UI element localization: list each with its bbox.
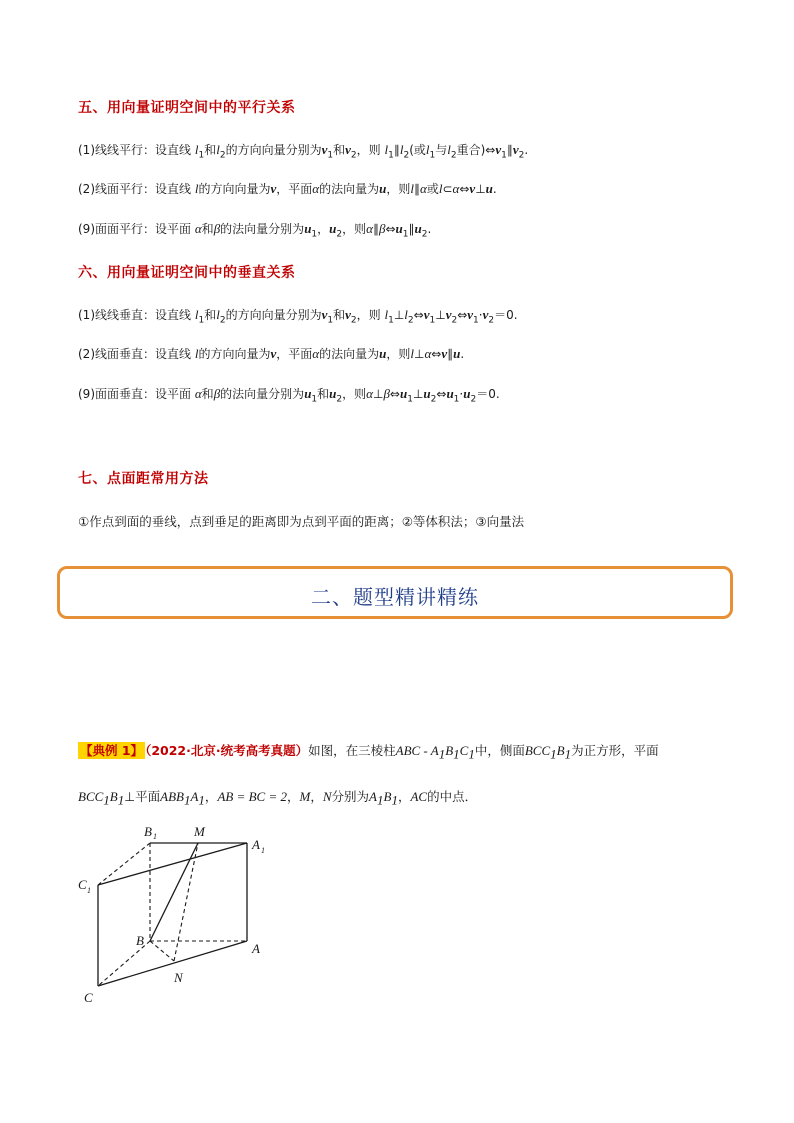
example-tag: 【典例 1】	[80, 743, 144, 758]
section-five-title: 五、用向量证明空间中的平行关系	[78, 100, 296, 116]
edge-c-a	[98, 941, 247, 986]
svg-text:1: 1	[261, 846, 265, 855]
label-a: A	[252, 941, 260, 956]
example-line-2: $BCC_1B_1\perp$平面$ABB_1A_1$，AB = BC = 2，M，N分别为$A_1B_1$，AC的中点．	[78, 789, 478, 808]
label-m: M	[194, 824, 205, 839]
label-c1: C	[78, 877, 87, 892]
label-a1: A	[252, 837, 260, 852]
perp-line-plane: (2)线面垂直：设直线 l的方向向量为v，平面α的法向量为u，则l⊥α⇔v∥u.	[78, 346, 465, 361]
example-line-1: 【典例 1】 （2022·北京·统考高考真题）如图，在三棱柱ABC - $A_1B_1C_1$中，侧面$BCC_1B_1$为正方形，平面	[80, 743, 659, 762]
banner-title: 二、题型精讲精练	[311, 585, 479, 609]
svg-text:1: 1	[153, 832, 157, 841]
example-source: （2022·北京·统考高考真题）	[145, 743, 309, 758]
perp-line-line: (1)线线垂直：设直线 $l_1$和$l_2$的方向向量分别为$v_1$和$v_2$，则 $l_1\perp l_2\Leftrightarrow v_1\perp v_2\Leftrightarrow v_1\cdot v_2=0$.	[78, 307, 518, 326]
parallel-line-line: (1)线线平行：设直线 $l_1$和$l_2$的方向向量分别为$v_1$和$v_2$，则 $l_1\parallel l_2$(或$l_1$与$l_2$重合)$\Leftrightarrow v_1\parallel v_2$.	[78, 142, 529, 161]
edge-b-n	[150, 941, 174, 961]
label-b: B	[136, 933, 144, 948]
section-six-title: 六、用向量证明空间中的垂直关系	[78, 265, 296, 281]
label-c: C	[84, 990, 93, 1005]
section-banner	[57, 566, 733, 619]
perp-plane-plane: (9)面面垂直：设平面 α和β的法向量分别为$u_1$和$u_2$，则$\alpha\perp\beta\Leftrightarrow u_1\perp u_2\Leftrightarrow u_1\cdot u_2=0$.	[78, 386, 500, 405]
edge-c1-b1	[98, 843, 150, 885]
label-b1: B	[144, 824, 152, 839]
label-n: N	[174, 970, 183, 985]
svg-text:1: 1	[87, 886, 91, 895]
edge-b-m	[150, 843, 198, 941]
prism-figure	[70, 820, 280, 1010]
distance-methods: ①作点到面的垂线，点到垂足的距离即为点到平面的距离；②等体积法；③向量法	[78, 514, 525, 529]
parallel-plane-plane: (9)面面平行：设平面 α和β的法向量分别为$u_1$，$u_2$，则$\alpha\parallel\beta\Leftrightarrow u_1\parallel u_2$.	[78, 221, 432, 240]
edge-c1-a1	[98, 843, 247, 885]
parallel-line-plane: (2)线面平行：设直线 l的方向向量为v，平面α的法向量为u，则l∥α或l⊂α⇔v⊥u.	[78, 181, 497, 196]
section-seven-title: 七、点面距常用方法	[78, 471, 209, 487]
